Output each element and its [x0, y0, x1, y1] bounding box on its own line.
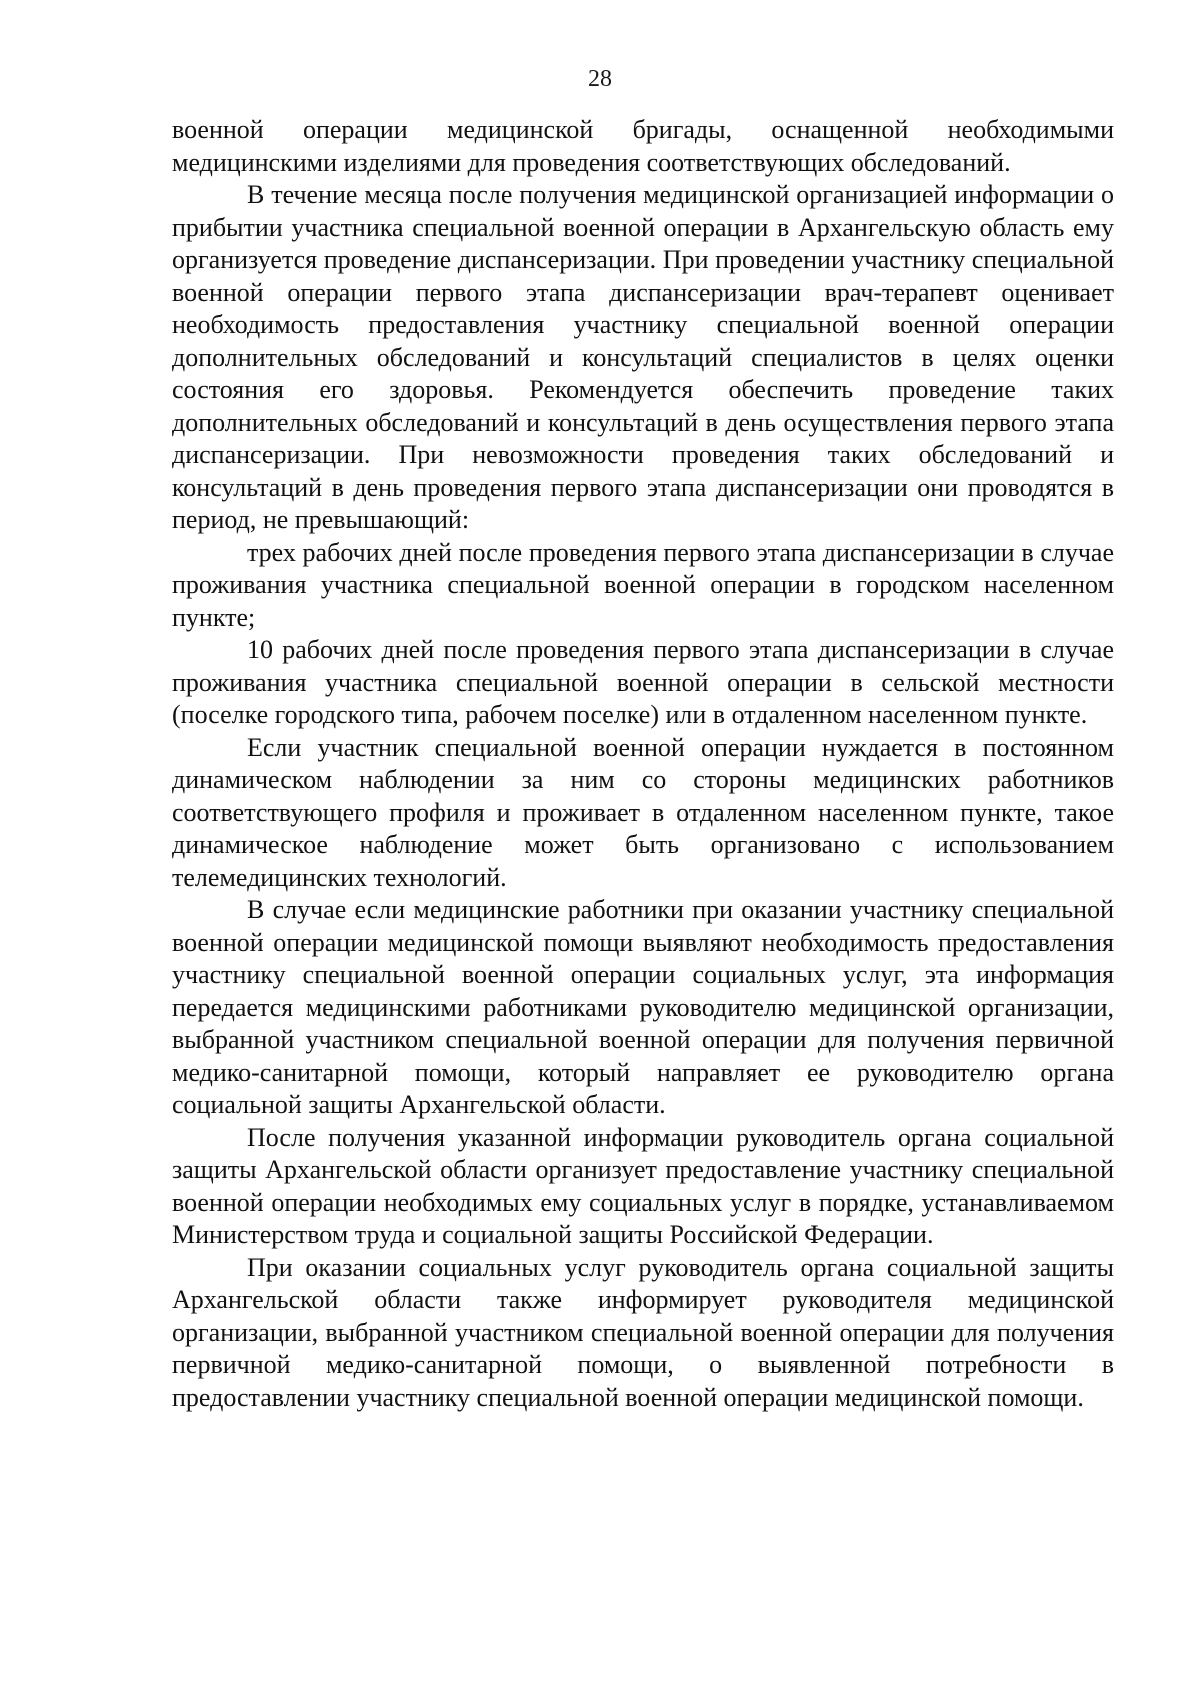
page-number: 28 — [588, 66, 612, 92]
paragraph-2: В течение месяца после получения медицинской организацией информации о прибытии участника специальной военной операции в Архангельскую область ему организуется проведение диспансеризации. При проведении участнику специальной военной операции первого этапа диспансеризации врач-терапевт оценивает необходимость предоставления участнику специальной военной операции дополнительных обследований и консультаций специалистов в целях оценки состояния его здоровья. Рекомендуется обеспечить проведение таких дополнительных обследований и консультаций в день осуществления первого этапа диспансеризации. При невозможности проведения таких обследований и консультаций в день проведения первого этапа диспансеризации они проводятся в период, не превышающий: — [172, 180, 1114, 534]
paragraph-5: Если участник специальной военной операции нуждается в постоянном динамическом наблюдении за ним со стороны медицинских работников соответствующего профиля и проживает в отдаленном населенном пункте, такое динамическое наблюдение может быть организовано с использованием телемедицинских технологий. — [172, 732, 1114, 892]
paragraph-8: При оказании социальных услуг руководитель органа социальной защиты Архангельской области также информирует руководителя медицинской организации, выбранной участником специальной военной операции для получения первичной медико-санитарной помощи, о выявленной потребности в предоставлении участнику специальной военной операции медицинской помощи. — [172, 1252, 1114, 1412]
paragraph-6: В случае если медицинские работники при оказании участнику специальной военной операции медицинской помощи выявляют необходимость предоставления участнику специальной военной операции социальных услуг, эта информация передается медицинскими работниками руководителю медицинской организации, выбранной участником специальной военной операции для получения первичной медико-санитарной помощи, который направляет ее руководителю органа социальной защиты Архангельской области. — [172, 895, 1114, 1119]
document-body — [172, 114, 1114, 1414]
paragraph-4: 10 рабочих дней после проведения первого этапа диспансеризации в случае проживания участника специальной военной операции в сельской местности (поселке городского типа, рабочем поселке) или в отдаленном населенном пункте. — [172, 635, 1114, 729]
paragraph-7: После получения указанной информации руководитель органа социальной защиты Архангельской области организует предоставление участнику специальной военной операции необходимых ему социальных услуг в порядке, устанавливаемом Министерством труда и социальной защиты Российской Федерации. — [172, 1122, 1114, 1249]
paragraph-1: военной операции медицинской бригады, оснащенной необходимыми медицинскими изделиями для проведения соответствующих обследований. — [172, 115, 1114, 177]
paragraph-3: трех рабочих дней после проведения первого этапа диспансеризации в случае проживания участника специальной военной операции в городском населенном пункте; — [172, 537, 1114, 632]
